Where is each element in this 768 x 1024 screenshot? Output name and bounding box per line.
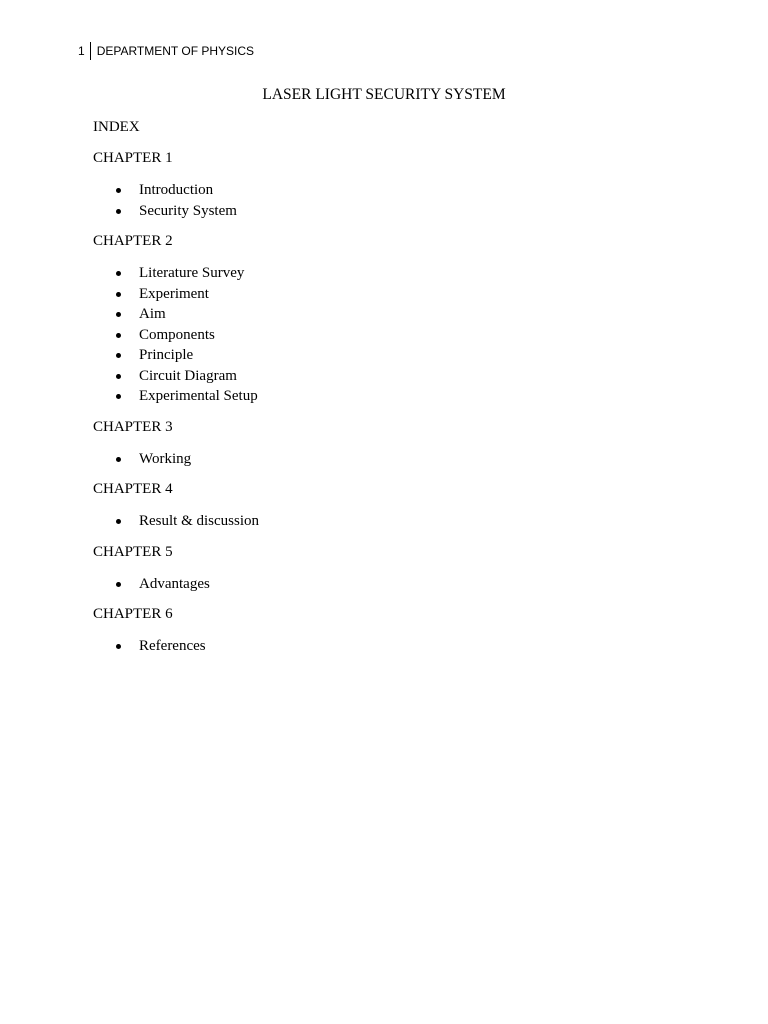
department-name: DEPARTMENT OF PHYSICS (96, 44, 255, 58)
chapter-topic-list (93, 449, 693, 470)
chapter-section (93, 542, 693, 595)
list-item (93, 284, 693, 305)
bullet-icon (116, 353, 121, 358)
bullet-icon (116, 374, 121, 379)
list-item (93, 201, 693, 222)
list-item (93, 345, 693, 366)
page-header (78, 41, 254, 61)
bullet-icon (116, 519, 121, 524)
chapter-topic-list (93, 636, 693, 657)
index-heading: INDEX (93, 119, 140, 135)
bullet-icon (116, 457, 121, 462)
list-item (93, 263, 693, 284)
chapter-heading: CHAPTER 4 (93, 481, 173, 497)
chapter-topic-list (93, 263, 693, 407)
bullet-icon (116, 312, 121, 317)
bullet-icon (116, 582, 121, 587)
index-content (93, 117, 693, 667)
list-item (93, 574, 693, 595)
list-item-label: Literature Survey (139, 265, 245, 281)
list-item (93, 366, 693, 387)
list-item-label: Principle (139, 347, 194, 363)
list-item-label: Advantages (139, 575, 210, 592)
list-item (93, 325, 693, 346)
list-item-label: Introduction (139, 182, 214, 198)
bullet-icon (116, 644, 121, 649)
list-item (93, 636, 693, 657)
chapter-heading: CHAPTER 2 (93, 233, 173, 249)
document-title: LASER LIGHT SECURITY SYSTEM (262, 86, 506, 103)
bullet-icon (116, 209, 121, 214)
chapter-section (93, 417, 693, 470)
bullet-icon (116, 292, 121, 297)
bullet-icon (116, 394, 121, 399)
bullet-icon (116, 188, 121, 193)
chapter-topic-list (93, 180, 693, 221)
chapter-heading: CHAPTER 5 (93, 543, 173, 560)
list-item-label: Result & discussion (139, 513, 260, 529)
chapter-section (93, 148, 693, 221)
list-item-label: Experiment (139, 285, 209, 302)
chapter-topic-list (93, 511, 693, 532)
list-item-label: Security System (139, 202, 237, 219)
bullet-icon (116, 271, 121, 276)
list-item-label: Components (139, 326, 215, 343)
chapter-topic-list (93, 574, 693, 595)
list-item-label: Aim (139, 306, 166, 322)
chapter-heading: CHAPTER 1 (93, 150, 173, 166)
chapter-section (93, 479, 693, 532)
header-divider (90, 42, 91, 60)
page-number: 1 (78, 44, 85, 58)
chapter-heading: CHAPTER 6 (93, 606, 173, 622)
chapter-section (93, 604, 693, 657)
list-item (93, 304, 693, 325)
chapter-list (93, 148, 693, 657)
list-item-label: Circuit Diagram (139, 367, 237, 384)
list-item (93, 449, 693, 470)
chapter-section (93, 231, 693, 407)
list-item (93, 386, 693, 407)
list-item (93, 180, 693, 201)
list-item (93, 511, 693, 532)
list-item-label: References (139, 638, 206, 654)
bullet-icon (116, 333, 121, 338)
list-item-label: Experimental Setup (139, 388, 258, 404)
list-item-label: Working (139, 450, 192, 467)
chapter-heading: CHAPTER 3 (93, 418, 173, 435)
